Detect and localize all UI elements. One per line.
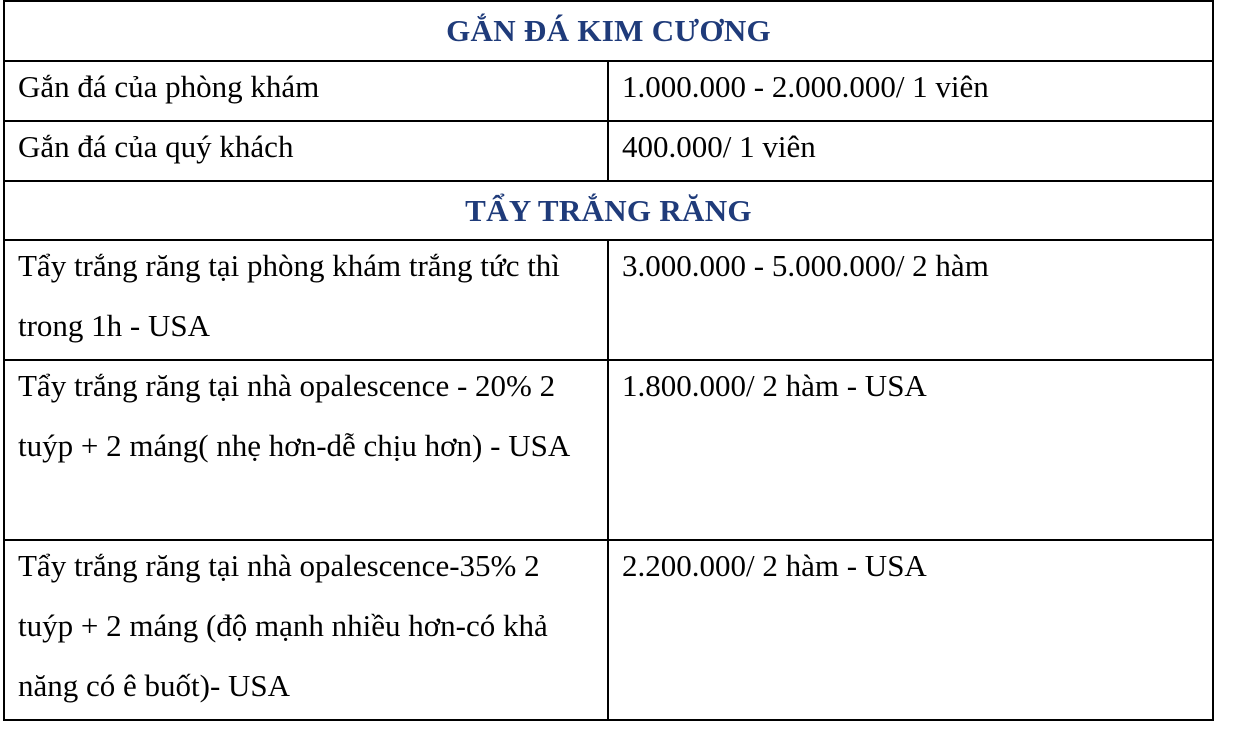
service-name: Tẩy trắng răng tại nhà opalescence - 20% 2 tuýp + 2 máng( nhẹ hơn-dễ chịu hơn) - USA — [4, 360, 608, 540]
table-row — [4, 61, 1213, 121]
table-row — [4, 540, 1213, 720]
section-header-row — [4, 181, 1213, 240]
service-price: 1.000.000 - 2.000.000/ 1 viên — [608, 61, 1213, 121]
service-name: Gắn đá của phòng khám — [4, 61, 608, 121]
service-name: Tẩy trắng răng tại nhà opalescence-35% 2 tuýp + 2 máng (độ mạnh nhiều hơn-có khả năng có ê buốt)- USA — [4, 540, 608, 720]
service-price: 2.200.000/ 2 hàm - USA — [608, 540, 1213, 720]
service-price: 400.000/ 1 viên — [608, 121, 1213, 181]
table-row — [4, 360, 1213, 540]
section-header-row — [4, 1, 1213, 61]
table-row — [4, 121, 1213, 181]
section-title: GẮN ĐÁ KIM CƯƠNG — [4, 1, 1213, 61]
service-price: 3.000.000 - 5.000.000/ 2 hàm — [608, 240, 1213, 360]
service-price: 1.800.000/ 2 hàm - USA — [608, 360, 1213, 540]
section-title: TẨY TRẮNG RĂNG — [4, 181, 1213, 240]
service-name: Tẩy trắng răng tại phòng khám trắng tức thì trong 1h - USA — [4, 240, 608, 360]
price-table — [3, 0, 1214, 721]
table-row — [4, 240, 1213, 360]
service-name: Gắn đá của quý khách — [4, 121, 608, 181]
